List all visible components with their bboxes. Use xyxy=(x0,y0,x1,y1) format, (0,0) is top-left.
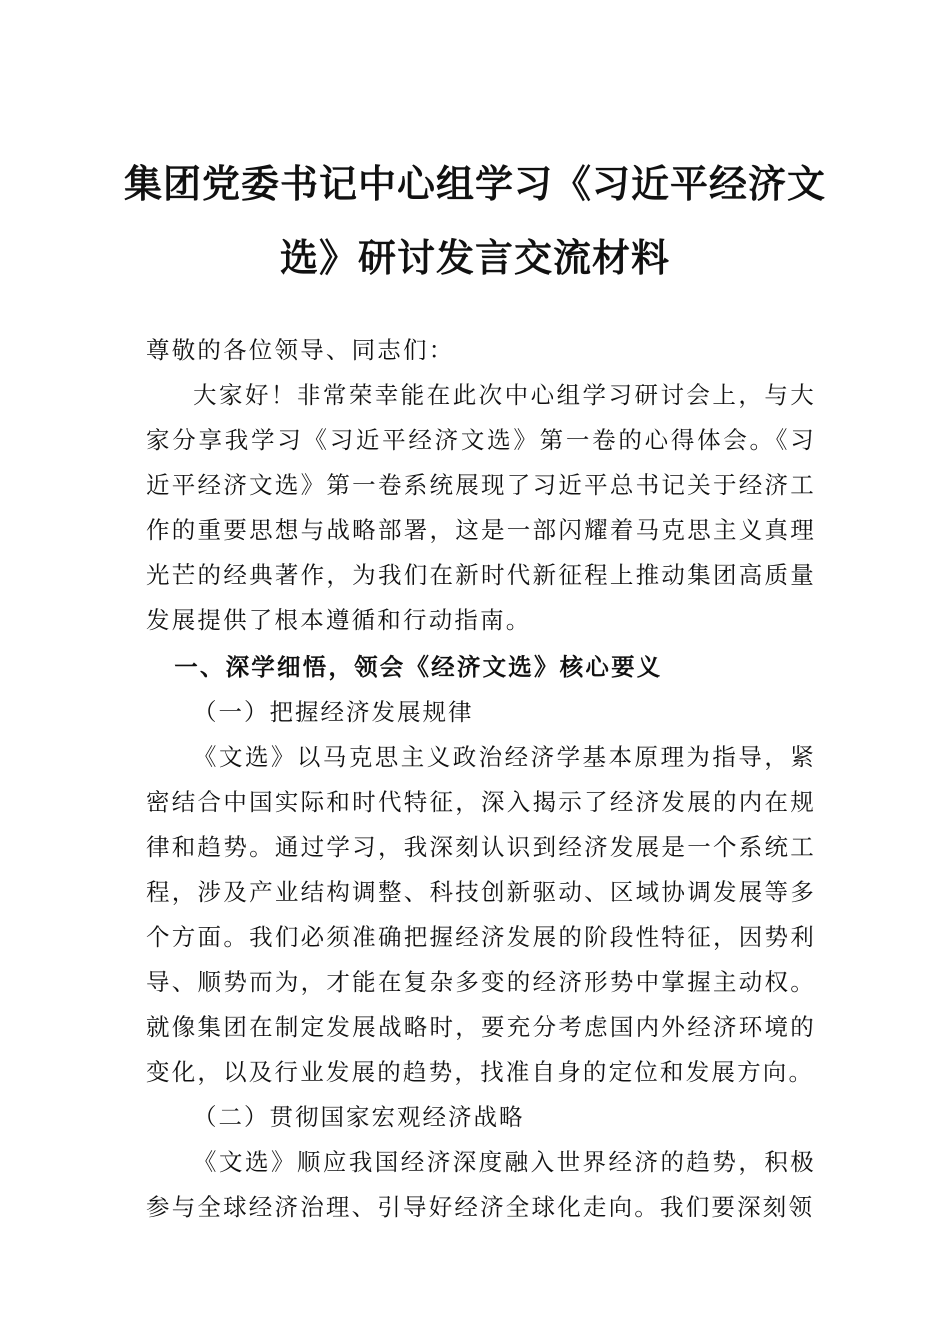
section-1-heading: 一、深学细悟，领会《经济文选》核心要义 xyxy=(174,653,663,681)
subsection-1-paragraph: 《文选》以马克思主义政治经济学基本原理为指导，紧密结合中国实际和时代特征，深入揭示了经济发展的内在规律和趋势。通过学习，我深刻认识到经济发展是一个系统工程，涉及产业结构调整、科技创新驱动、区域协调发展等多个方面。我们必须准确把握经济发展的阶段性特征，因势利导、顺势而为，才能在复杂多变的经济形势中掌握主动权。就像集团在制定发展战略时，要充分考虑国内外经济环境的变化，以及行业发展的趋势，找准自身的定位和发展方向。 xyxy=(146,743,816,1086)
subsection-2-paragraph: 《文选》顺应我国经济深度融入世界经济的趋势，积极参与全球经济治理、引导好经济全球化走向。我们要深刻领 xyxy=(146,1148,816,1221)
subsection-2-heading: （二）贯彻国家宏观经济战略 xyxy=(193,1103,525,1131)
subsection-1-heading: （一）把握经济发展规律 xyxy=(193,698,474,726)
salutation: 尊敬的各位领导、同志们： xyxy=(146,336,455,364)
document-title-line-1: 集团党委书记中心组学习《习近平经济文 xyxy=(123,161,826,206)
document-body xyxy=(146,328,816,1230)
document-title-line-2: 选》研讨发言交流材料 xyxy=(279,235,670,280)
intro-paragraph: 大家好！非常荣幸能在此次中心组学习研讨会上，与大家分享我学习《习近平经济文选》第一卷的心得体会。《习近平经济文选》第一卷系统展现了习近平总书记关于经济工作的重要思想与战略部署，这是一部闪耀着马克思主义真理光芒的经典著作，为我们在新时代新征程上推动集团高质量发展提供了根本遵循和行动指南。 xyxy=(146,381,816,634)
